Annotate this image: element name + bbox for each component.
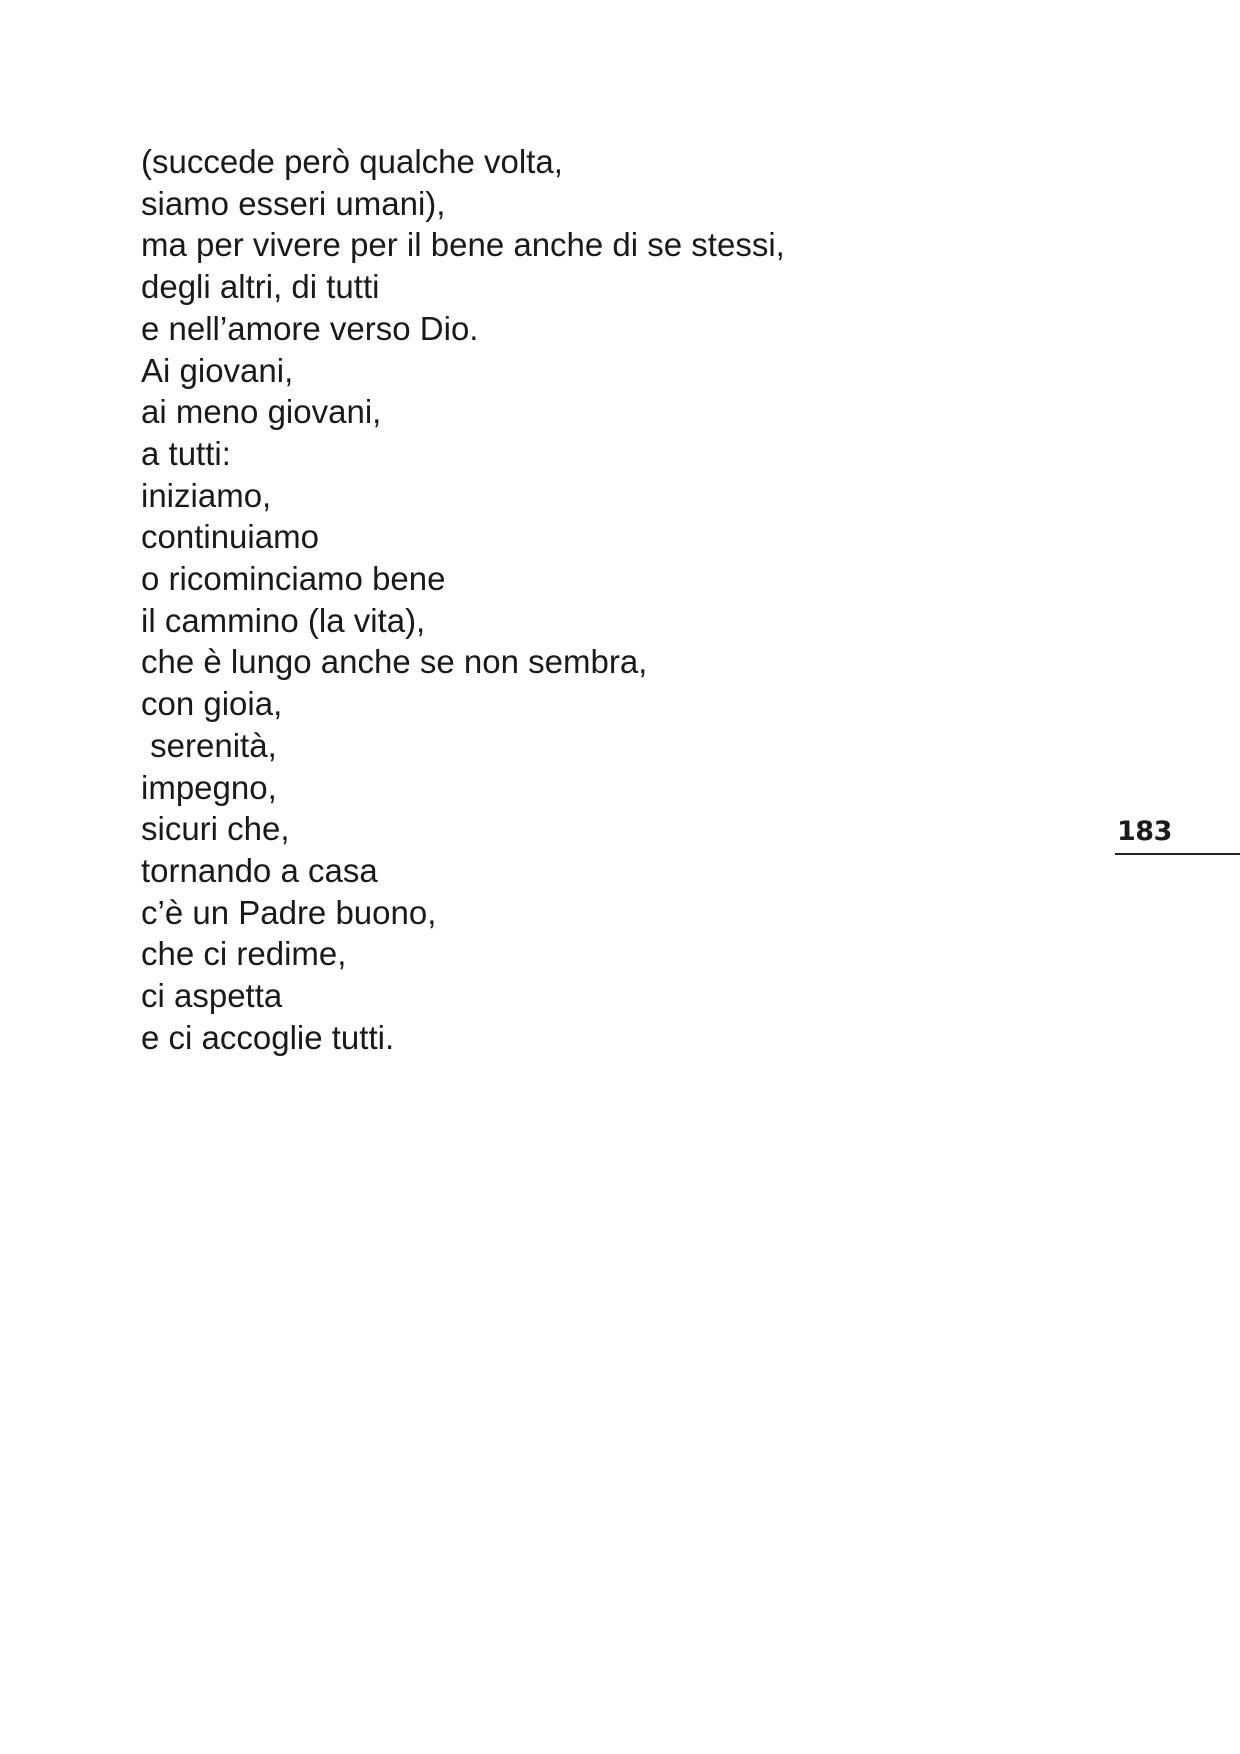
poem-line: tornando a casa [141, 851, 378, 889]
poem-line: degli altri, di tutti [141, 268, 380, 306]
poem-text [141, 141, 785, 1058]
poem-line: e nell’amore verso Dio. [141, 309, 479, 347]
poem-line: ma per vivere per il bene anche di se stessi, [141, 226, 785, 264]
poem-line: ai meno giovani, [141, 393, 382, 431]
poem-line: o ricominciamo bene [141, 560, 446, 598]
poem-line: siamo esseri umani), [141, 184, 446, 222]
poem-line: ci aspetta [141, 977, 283, 1015]
poem-line: continuiamo [141, 518, 319, 556]
poem-line: Ai giovani, [141, 351, 294, 389]
page-number: 183 [1117, 816, 1172, 847]
poem-line: serenità, [141, 726, 277, 764]
poem-line: a tutti: [141, 434, 231, 472]
poem-line: iniziamo, [141, 476, 272, 514]
poem-line: che è lungo anche se non sembra, [141, 643, 648, 681]
poem-line: con gioia, [141, 685, 283, 723]
poem-line: e ci accoglie tutti. [141, 1018, 395, 1056]
poem-line: c’è un Padre buono, [141, 893, 437, 931]
poem-line: (succede però qualche volta, [141, 143, 563, 180]
poem-line: il cammino (la vita), [141, 601, 426, 639]
poem-line: sicuri che, [141, 810, 290, 848]
page-number-rule [1115, 853, 1240, 855]
poem-line: impegno, [141, 768, 277, 806]
poem-line: che ci redime, [141, 935, 347, 973]
